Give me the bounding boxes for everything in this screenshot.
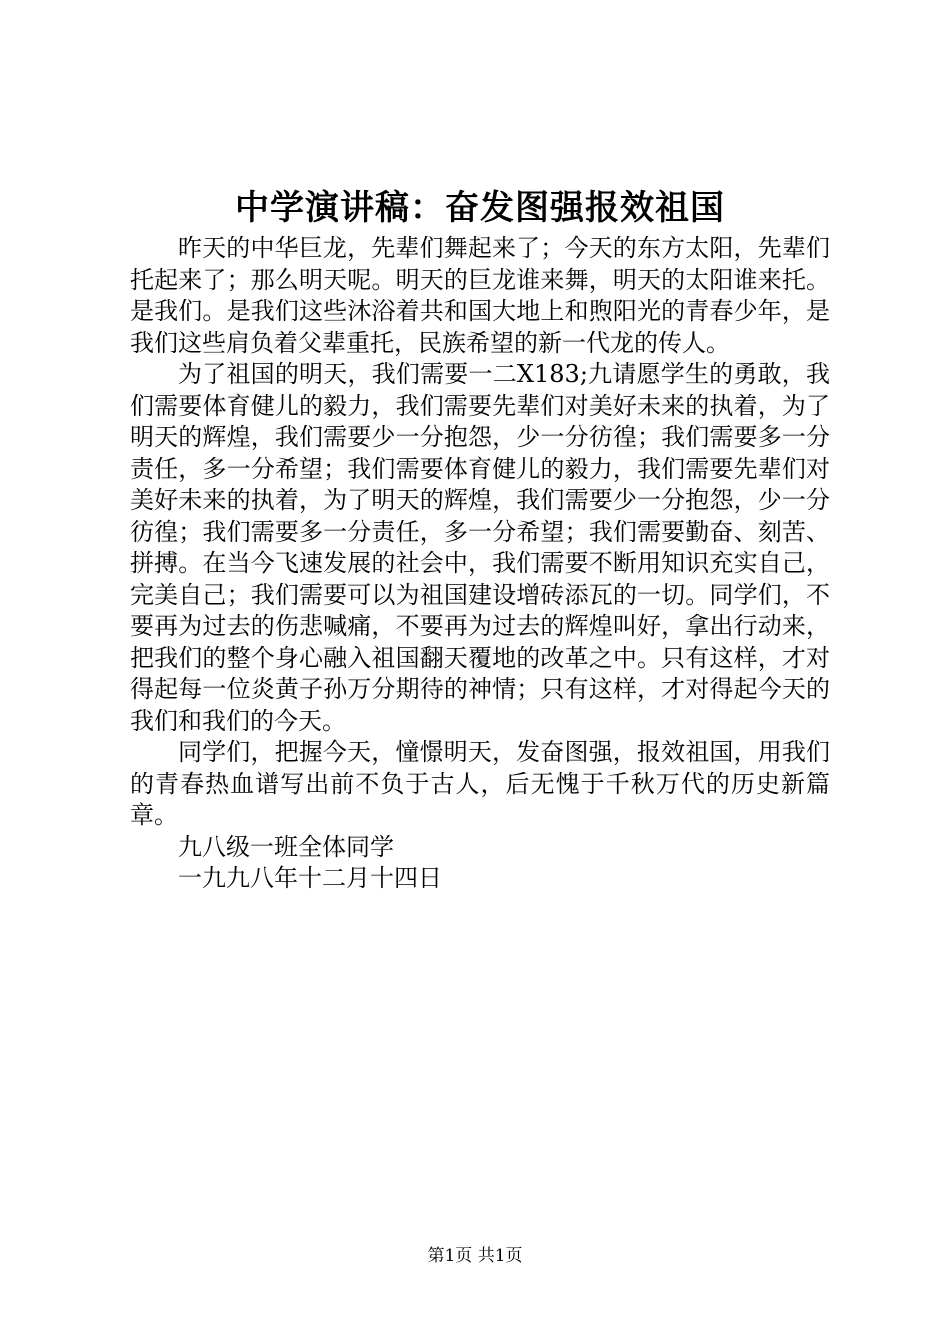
signature-line: 九八级一班全体同学 [178,832,394,861]
page-footer: 第1页 共1页 [427,1246,523,1266]
date-line: 一九九八年十二月十四日 [178,864,442,892]
paragraph-2: 为了祖国的明天，我们需要一二X183;九请愿学生的勇敢，我们需要体育健儿的毅力，我们需要先辈们对美好未来的执着，为了明天的辉煌，我们需要少一分抱怨，少一分彷徨；我们需要多一分责任，多一分希望；我们需要体育健儿的毅力，我们需要先辈们对美好未来的执着，为了明天的辉煌，我们需要少一分抱怨，少一分彷徨；我们需要多一分责任，多一分希望；我们需要勤奋、刻苦、拼搏。在当今飞速发展的社会中，我们需要不断用知识充实自己，完美自己；我们需要可以为祖国建设增砖添瓦的一切。同学们，不要再为过去的伤悲喊痛，不要再为过去的辉煌叫好，拿出行动来，把我们的整个身心融入祖国翻天覆地的改革之中。只有这样，才对得起每一位炎黄子孙万分期待的神情；只有这样，才对得起今天的我们和我们的今天。 [130,360,830,735]
paragraph-1: 昨天的中华巨龙，先辈们舞起来了；今天的东方太阳，先辈们托起来了；那么明天呢。明天的巨龙谁来舞，明天的太阳谁来托。是我们。是我们这些沐浴着共和国大地上和煦阳光的青春少年，是我们这些肩负着父辈重托，民族希望的新一代龙的传人。 [130,234,830,357]
paragraph-3: 同学们，把握今天，憧憬明天，发奋图强，报效祖国，用我们的青春热血谱写出前不负于古人，后无愧于千秋万代的历史新篇章。 [130,738,830,829]
document-body [130,233,830,895]
document-title: 中学演讲稿：奋发图强报效祖国 [235,188,725,228]
